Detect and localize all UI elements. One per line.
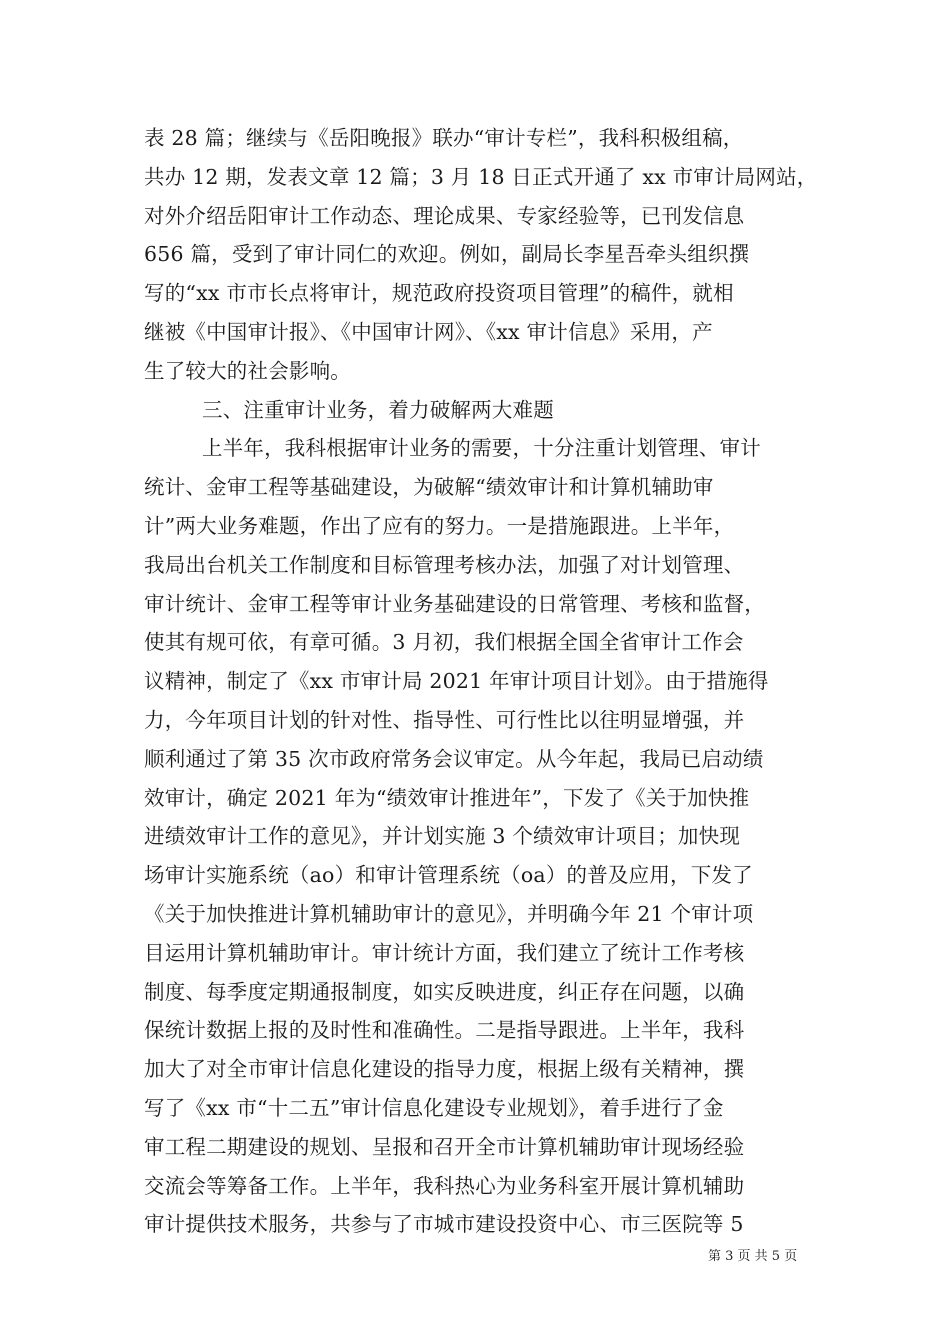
paragraph-start-line: 上半年，我科根据审计业务的需要，十分注重计划管理、审计: [202, 436, 761, 461]
text-line: 审计提供技术服务，共参与了市城市建设投资中心、市三医院等 5: [144, 1212, 744, 1237]
page-number-footer: 第 3 页 共 5 页: [708, 1249, 798, 1264]
text-line: 审工程二期建设的规划、呈报和召开全市计算机辅助审计现场经验: [144, 1134, 745, 1159]
text-line: 计”两大业务难题，作出了应有的努力。一是措施跟进。上半年，: [144, 513, 735, 538]
text-line: 生了较大的社会影响。: [144, 358, 351, 383]
text-line: 进绩效审计工作的意见》，并计划实施 3 个绩效审计项目；加快现: [144, 824, 741, 849]
text-line: 加大了对全市审计信息化建设的指导力度，根据上级有关精神，撰: [144, 1057, 745, 1082]
text-line: 场审计实施系统（ao）和审计管理系统（oa）的普及应用，下发了: [144, 863, 753, 888]
text-line: 目运用计算机辅助审计。审计统计方面，我们建立了统计工作考核: [144, 940, 745, 965]
text-line: 顺利通过了第 35 次市政府常务会议审定。从今年起，我局已启动绩: [144, 746, 764, 771]
text-line: 继被《中国审计报》、《中国审计网》、《xx 审计信息》采用，产: [144, 319, 713, 344]
text-line: 效审计，确定 2021 年为“绩效审计推进年”，下发了《关于加快推: [144, 785, 750, 810]
text-line: 表 28 篇；继续与《岳阳晚报》联办“审计专栏”，我科积极组稿，: [144, 126, 744, 150]
text-line: 共办 12 期，发表文章 12 篇；3 月 18 日正式开通了 xx 市审计局网站，: [144, 164, 818, 189]
text-line: 使其有规可依，有章可循。3 月初，我们根据全国全省审计工作会: [144, 630, 744, 655]
text-line: 对外介绍岳阳审计工作动态、理论成果、专家经验等，已刊发信息: [144, 203, 745, 228]
text-line: 写了《xx 市“十二五”审计信息化建设专业规划》，着手进行了金: [144, 1095, 724, 1120]
text-line: 力，今年项目计划的针对性、指导性、可行性比以往明显增强，并: [144, 707, 745, 732]
text-line: 656 篇，受到了审计同仁的欢迎。例如，副局长李星吾牵头组织撰: [144, 242, 750, 267]
text-line: 我局出台机关工作制度和目标管理考核办法，加强了对计划管理、: [144, 552, 745, 577]
text-line: 统计、金审工程等基础建设，为破解“绩效审计和计算机辅助审: [144, 475, 714, 500]
text-line: 交流会等筹备工作。上半年，我科热心为业务科室开展计算机辅助: [144, 1173, 745, 1198]
document-body: [144, 119, 824, 1244]
text-line: 保统计数据上报的及时性和准确性。二是指导跟进。上半年，我科: [144, 1018, 745, 1043]
text-line: 写的“xx 市市长点将审计，规范政府投资项目管理”的稿件，就相: [144, 281, 734, 306]
text-line: 制度、每季度定期通报制度，如实反映进度，纠正存在问题，以确: [144, 979, 745, 1004]
text-line: 审计统计、金审工程等审计业务基础建设的日常管理、考核和监督，: [144, 591, 765, 616]
text-line: 《关于加快推进计算机辅助审计的意见》，并明确今年 21 个审计项: [144, 901, 754, 926]
section-heading: 三、注重审计业务，着力破解两大难题: [202, 397, 554, 422]
text-line: 议精神，制定了《xx 市审计局 2021 年审计项目计划》。由于措施得: [144, 669, 769, 694]
